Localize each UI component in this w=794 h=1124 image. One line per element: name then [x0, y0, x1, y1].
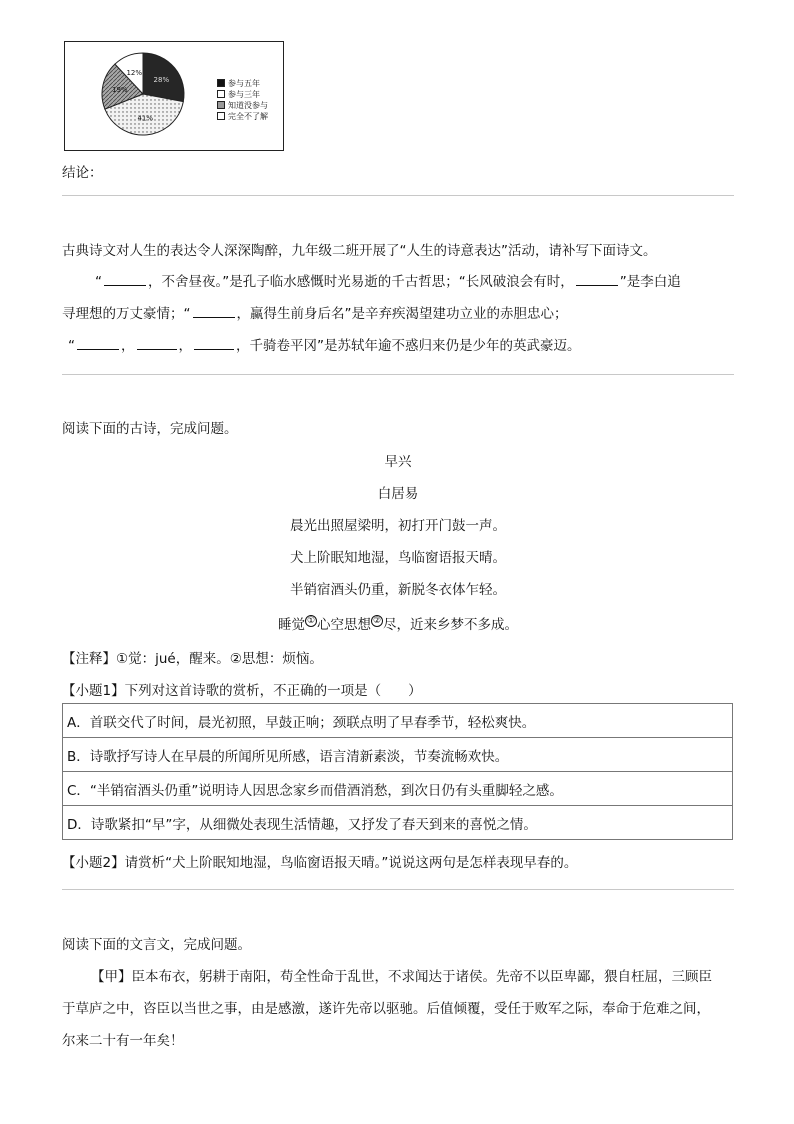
legend-label: 参与三年 [228, 90, 260, 99]
answer-blank[interactable] [104, 273, 146, 286]
text: 尽，近来乡梦不多成。 [383, 617, 518, 633]
answer-blank[interactable] [194, 337, 234, 350]
option-b[interactable]: B．诗歌抒写诗人在早晨的所闻所见所感，语言清新素淡，节奏流畅欢快。 [63, 738, 733, 772]
text: ， [178, 338, 192, 354]
section3-intro: 阅读下面的文言文，完成问题。 [62, 937, 251, 953]
poem-line: 犬上阶眠知地湿，鸟临窗语报天晴。 [290, 550, 506, 566]
legend-swatch [217, 101, 225, 109]
fill-line-3 [68, 334, 581, 354]
text: 寻理想的万丈豪情；“ [62, 306, 191, 322]
poem-title: 早兴 [384, 454, 412, 470]
text: 心空思想 [317, 617, 371, 633]
answer-blank[interactable] [137, 337, 177, 350]
text: ，赢得生前身后名”是辛弃疾渴望建功立业的赤胆忠心； [236, 306, 568, 322]
legend-swatch [217, 112, 225, 120]
answer-blank[interactable] [77, 337, 119, 350]
note-mark: ② [372, 616, 382, 626]
slice-label: 12% [126, 68, 143, 77]
section1-intro: 古典诗文对人生的表达令人深深陶醉，九年级二班开展了“人生的诗意表达”活动，请补写下面诗文。 [62, 243, 657, 259]
section-divider [62, 374, 734, 375]
option-a[interactable]: A．首联交代了时间，晨光初照，早鼓正响；颈联点明了早春季节，轻松爽快。 [63, 704, 733, 738]
text: “ [95, 274, 102, 290]
chart-legend [217, 78, 268, 122]
classical-text-line: 【甲】臣本布衣，躬耕于南阳，苟全性命于乱世，不求闻达于诸侯。先帝不以臣卑鄙，猥自枉屈，三顾臣 [91, 969, 712, 985]
text: “ [68, 338, 75, 354]
legend-swatch [217, 79, 225, 87]
legend-item [217, 89, 268, 100]
legend-swatch [217, 90, 225, 98]
fill-line-2 [62, 302, 568, 322]
option-c[interactable]: C．“半销宿酒头仍重”说明诗人因思念家乡而借酒消愁，到次日仍有头重脚轻之感。 [63, 772, 733, 806]
classical-text-line: 尔来二十有一年矣！ [62, 1033, 184, 1049]
text: 睡觉 [278, 617, 305, 633]
poem-line: 半销宿酒头仍重，新脱冬衣体乍轻。 [290, 582, 506, 598]
poem-line [62, 613, 734, 633]
legend-label: 完全不了解 [228, 112, 268, 121]
conclusion-label: 结论： [62, 165, 103, 181]
poem-author: 白居易 [377, 486, 419, 502]
legend-item [217, 100, 268, 111]
classical-text-line: 于草庐之中，咨臣以当世之事，由是感激，遂许先帝以驱驰。后值倾覆，受任于败军之际，奉命于危难之间， [62, 1001, 710, 1017]
section-divider [62, 889, 734, 890]
options-table [62, 703, 733, 840]
answer-blank[interactable] [576, 273, 618, 286]
text: ，不舍昼夜。”是孔子临水感慨时光易逝的千古哲思；“长风破浪会有时， [148, 274, 574, 290]
slice-label: 19% [112, 85, 128, 94]
pie-chart-figure [64, 41, 284, 151]
section2-intro: 阅读下面的古诗，完成问题。 [62, 421, 238, 437]
legend-label: 参与五年 [228, 79, 260, 88]
slice-label: 41% [137, 114, 154, 123]
question-2: 【小题2】请赏析“犬上阶眠知地湿，鸟临窗语报天晴。”说说这两句是怎样表现早春的。 [62, 855, 578, 871]
legend-item [217, 111, 268, 122]
section-divider [62, 195, 734, 196]
poem-note: 【注释】①觉：jué，醒来。②思想：烦恼。 [62, 651, 323, 667]
option-d[interactable]: D．诗歌紧扣“早”字，从细微处表现生活情趣，又抒发了春天到来的喜悦之情。 [63, 806, 733, 840]
fill-line-1 [95, 270, 681, 290]
question-1: 【小题1】下列对这首诗歌的赏析，不正确的一项是（ ） [62, 683, 422, 699]
text: ， [121, 338, 135, 354]
answer-blank[interactable] [193, 305, 235, 318]
text: ，千骑卷平冈”是苏轼年逾不惑归来仍是少年的英武豪迈。 [236, 338, 581, 354]
legend-label: 知道没参与 [228, 101, 268, 110]
poem-line: 晨光出照屋梁明，初打开门鼓一声。 [290, 518, 506, 534]
legend-item [217, 78, 268, 89]
slice-label: 28% [153, 75, 170, 84]
text: ”是李白追 [619, 274, 681, 290]
note-mark: ① [306, 616, 316, 626]
